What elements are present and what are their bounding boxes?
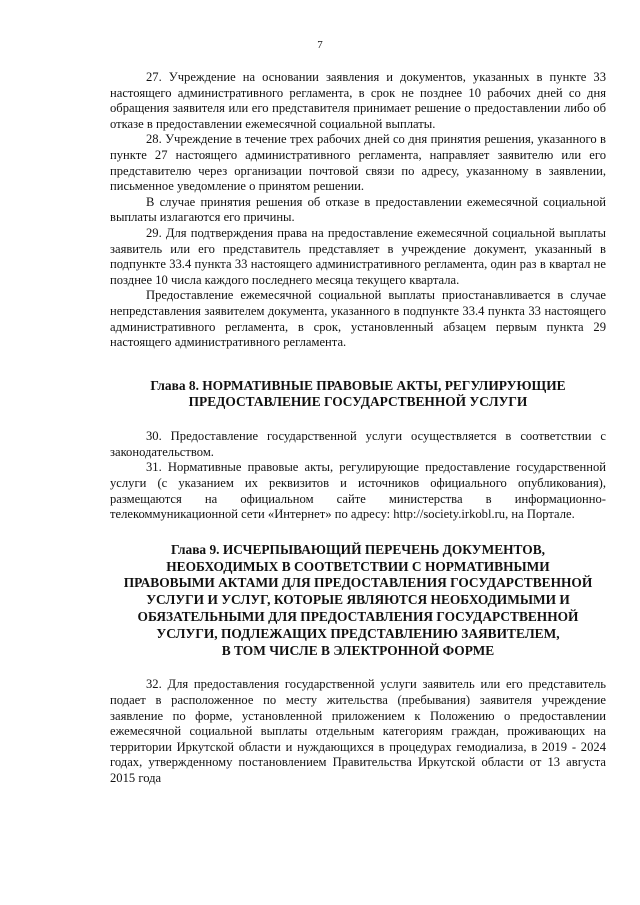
paragraph-32: 32. Для предоставления государственной услуги заявитель или его представитель подает в расположенное по месту жительства (пребывания) заявителя учреждение заявление по форме, установленной приложением к Положению о предоставлении ежемесячной социальной выплаты отдельным категориям граждан, проживающих на территории Иркутской области и нуждающихся в процедурах гемодиализа, в 2019 - 2024 годах, утвержденному постановлением Правительства Иркутской области от 13 августа 2015 года xyxy=(110,677,606,785)
chapter-9-title-line: Глава 9. ИСЧЕРПЫВАЮЩИЙ ПЕРЕЧЕНЬ ДОКУМЕНТОВ, xyxy=(170,541,546,557)
page-number: 7 xyxy=(317,39,323,51)
chapter-9-title-line: ОБЯЗАТЕЛЬНЫМИ ДЛЯ ПРЕДОСТАВЛЕНИЯ ГОСУДАРСТВЕННОЙ xyxy=(137,609,579,625)
chapter-8-title-line: ПРЕДОСТАВЛЕНИЕ ГОСУДАРСТВЕННОЙ УСЛУГИ xyxy=(188,394,528,410)
document-body xyxy=(110,70,606,787)
chapter-8-title-line: Глава 8. НОРМАТИВНЫЕ ПРАВОВЫЕ АКТЫ, РЕГУЛИРУЮЩИЕ xyxy=(150,377,566,393)
paragraph-30: 30. Предоставление государственной услуги осуществляется в соответствии с законодательством. xyxy=(110,429,606,459)
paragraph-29: 29. Для подтверждения права на предоставление ежемесячной социальной выплаты заявитель или его представитель представляет в учреждение документ, указанный в подпункте 33.4 пункта 33 настоящего административного регламента, один раз в квартал не позднее 10 числа каждого последнего месяца текущего квартала. xyxy=(110,225,606,287)
paragraph-27: 27. Учреждение на основании заявления и документов, указанных в пункте 33 настоящего административного регламента, в срок не позднее 10 рабочих дней со дня обращения заявителя или его представителя принимает решение о предоставлении либо об отказе в предоставлении ежемесячной социальной выплаты. xyxy=(110,70,606,131)
chapter-9-title-line: В ТОМ ЧИСЛЕ В ЭЛЕКТРОННОЙ ФОРМЕ xyxy=(221,642,495,658)
chapter-9-title-line: НЕОБХОДИМЫХ В СООТВЕТСТВИИ С НОРМАТИВНЫМИ xyxy=(166,558,550,574)
chapter-9-title-line: УСЛУГИ, ПОДЛЕЖАЩИХ ПРЕДСТАВЛЕНИЮ ЗАЯВИТЕЛЕМ, xyxy=(156,625,560,641)
chapter-8-heading xyxy=(110,378,606,412)
chapter-9-heading xyxy=(110,542,606,660)
chapter-9-title-line: ПРАВОВЫМИ АКТАМИ ДЛЯ ПРЕДОСТАВЛЕНИЯ ГОСУДАРСТВЕННОЙ xyxy=(123,575,593,591)
paragraph-28: 28. Учреждение в течение трех рабочих дней со дня принятия решения, указанного в пункте 27 настоящего административного регламента, направляет заявителю или его представителю через организации почтовой связи по адресу, указанному в заявлении, письменное уведомление о принятом решении. xyxy=(110,132,606,194)
chapter-9-title-line: УСЛУГИ И УСЛУГ, КОТОРЫЕ ЯВЛЯЮТСЯ НЕОБХОДИМЫМИ И xyxy=(146,592,570,608)
paragraph-28-refusal: В случае принятия решения об отказе в предоставлении ежемесячной социальной выплаты излагаются его причины. xyxy=(110,194,606,225)
paragraph-29-suspension: Предоставление ежемесячной социальной выплаты приостанавливается в случае непредставления заявителем документа, указанного в подпункте 33.4 пункта 33 настоящего административного регламента, в срок, установленный абзацем первым пункта 29 настоящего административного регламента. xyxy=(110,288,606,350)
paragraph-31: 31. Нормативные правовые акты, регулирующие предоставление государственной услуги (с указанием их реквизитов и источников официального опубликования), размещаются на официальном сайте министерства в информационно-телекоммуникационной сети «Интернет» по адресу: http://society.irkobl.ru, на Портале. xyxy=(110,460,606,522)
